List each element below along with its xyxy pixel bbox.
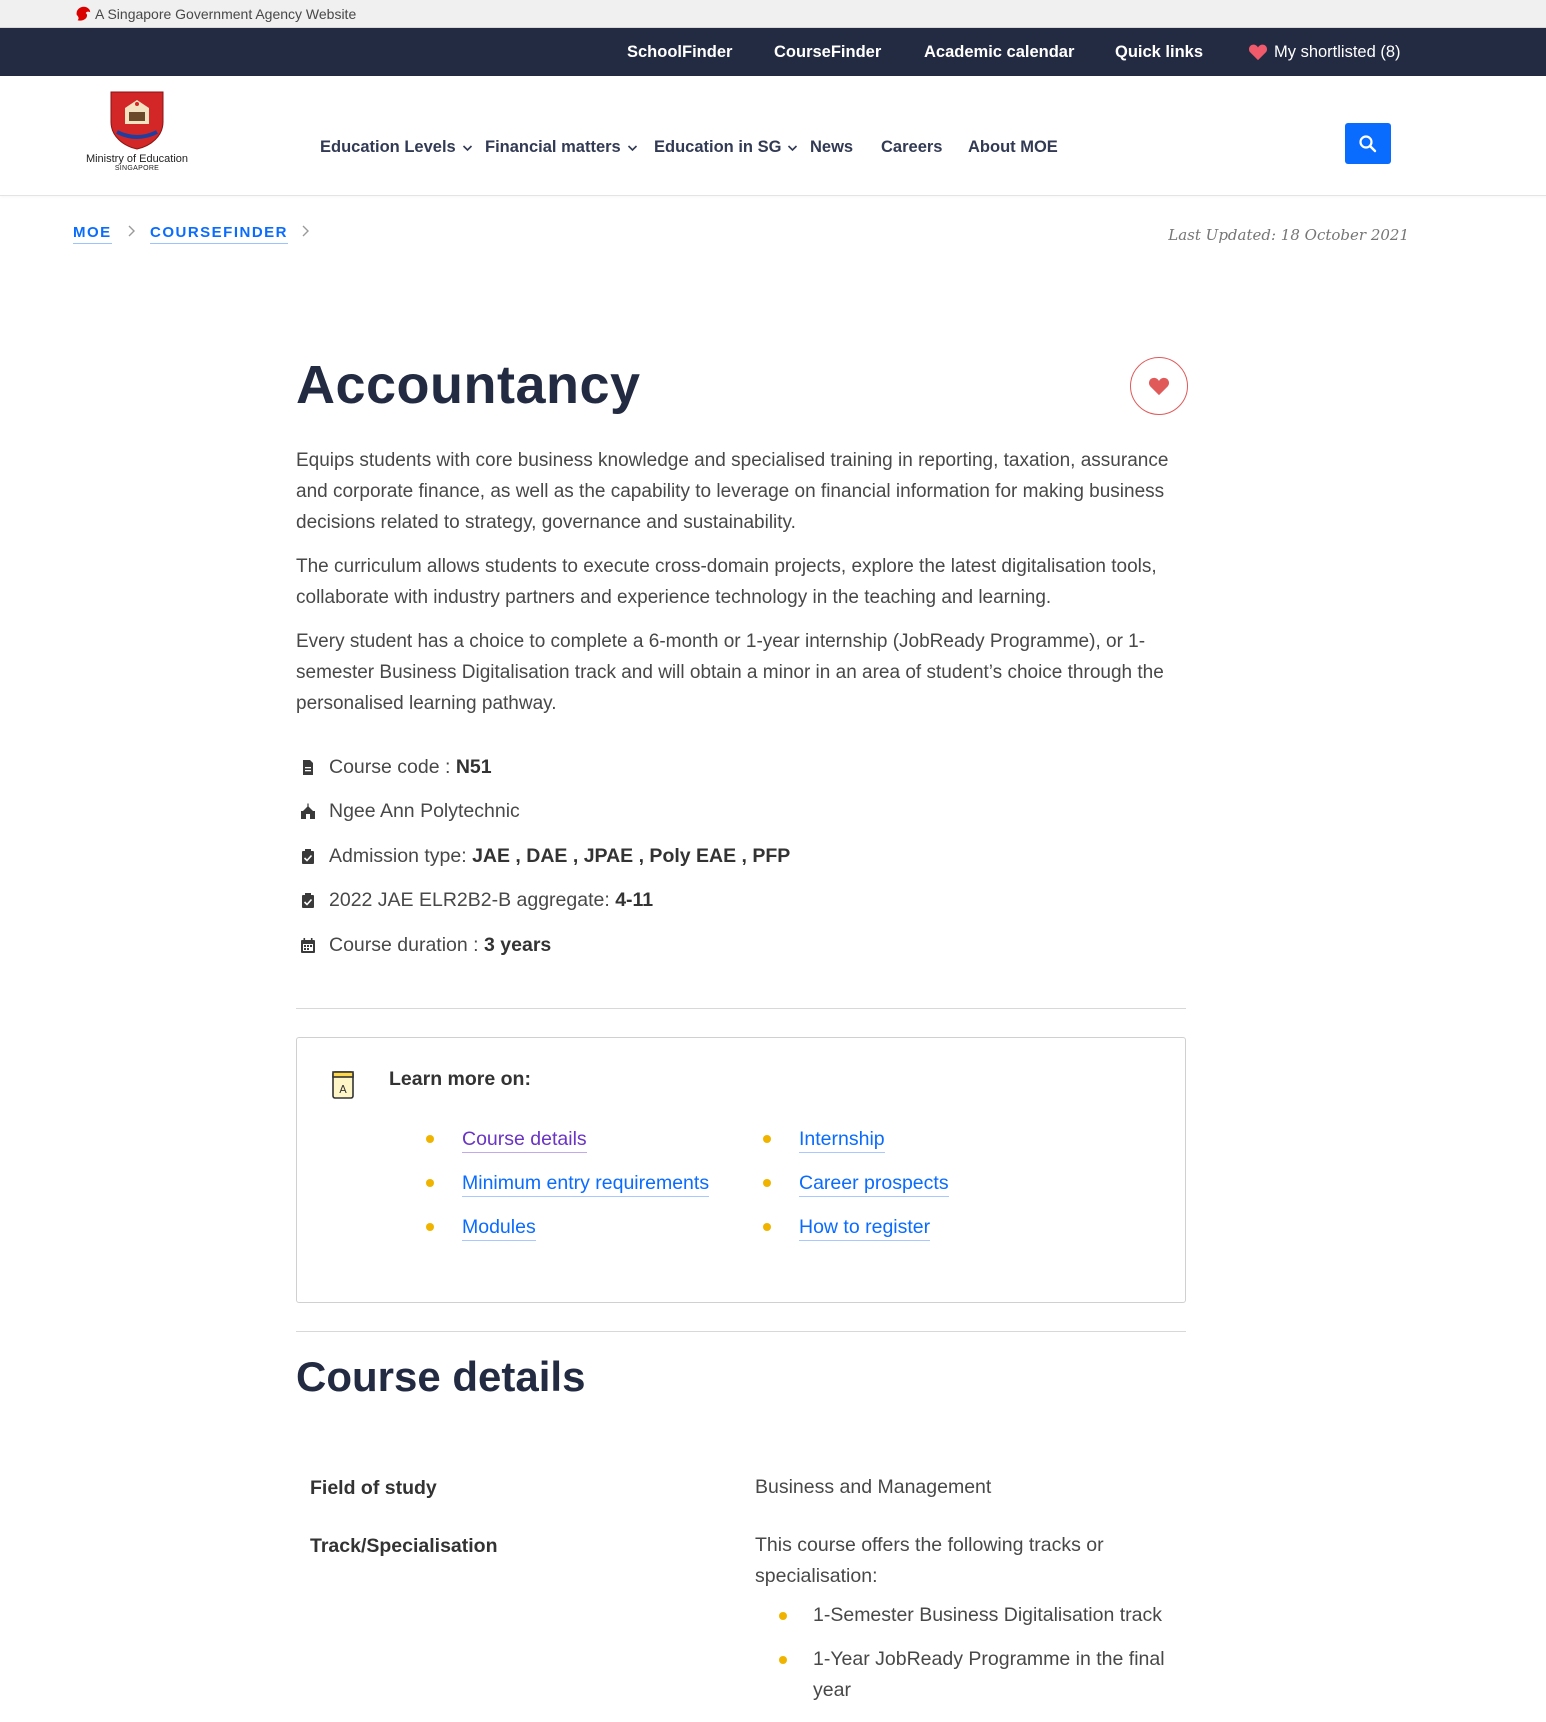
gov-masthead xyxy=(0,0,1546,28)
bullet xyxy=(426,1223,434,1231)
nav-label: Education in SG xyxy=(654,138,782,156)
course-description: The curriculum allows students to execute cross-domain projects, explore the latest digitalisation tools, collaborate with industry partners and experience technology in the teaching and learning. xyxy=(296,556,1157,608)
document-icon xyxy=(300,759,316,776)
nav-about-moe[interactable]: About MOE xyxy=(968,138,1058,156)
school-icon xyxy=(300,803,316,820)
link-text: Internship xyxy=(799,1126,885,1153)
field-of-study-label: Field of study xyxy=(310,1477,437,1499)
util-link-coursefinder[interactable]: CourseFinder xyxy=(774,43,882,61)
util-link-quick-links[interactable]: Quick links xyxy=(1115,43,1204,61)
book-icon xyxy=(331,1070,355,1100)
learn-more-box xyxy=(296,1037,1186,1303)
chevron-down-icon xyxy=(627,144,638,152)
svg-text:A: A xyxy=(339,1083,347,1096)
link-text: Course details xyxy=(462,1126,587,1153)
lion-head-icon xyxy=(74,5,92,23)
link-text: Career prospects xyxy=(799,1170,949,1197)
chevron-down-icon xyxy=(787,144,798,152)
nav-education-levels[interactable] xyxy=(320,138,473,157)
course-description: Equips students with core business knowledge and specialised training in reporting, taxation, assurance and corporate finance, as well as the capability to leverage on financial information for making business decisions related to strategy, governance and sustainability. xyxy=(296,450,1169,533)
fact-value: N51 xyxy=(455,755,492,778)
track-list xyxy=(755,1600,1175,1719)
clipboard-check-icon xyxy=(300,892,316,909)
bullet xyxy=(426,1135,434,1143)
moe-logo[interactable] xyxy=(76,88,198,188)
fact-value: JAE , DAE , JPAE , Poly EAE , PFP xyxy=(472,844,791,867)
search-icon xyxy=(1358,134,1378,154)
divider xyxy=(296,1331,1186,1332)
link-text: How to register xyxy=(799,1214,930,1241)
fact-value: 4-11 xyxy=(615,889,654,912)
nav-news[interactable]: News xyxy=(810,138,854,156)
course-facts xyxy=(296,745,1186,968)
fact-label: 2022 JAE ELR2B2-B aggregate: xyxy=(329,889,610,912)
field-of-study-value: Business and Management xyxy=(755,1476,992,1498)
heart-icon xyxy=(1248,43,1268,61)
divider xyxy=(296,1008,1186,1009)
list-item xyxy=(755,1600,1175,1631)
fact-admission-type xyxy=(296,834,1186,879)
fact-label: Admission type: xyxy=(329,844,467,867)
link-modules[interactable] xyxy=(462,1214,536,1241)
util-link-schoolfinder[interactable]: SchoolFinder xyxy=(627,43,733,61)
link-career-prospects[interactable] xyxy=(799,1170,949,1197)
masthead-text: A Singapore Government Agency Website xyxy=(95,5,357,22)
logo-line1: Ministry of Education xyxy=(85,153,189,165)
bullet xyxy=(426,1179,434,1187)
chevron-right-icon xyxy=(126,224,136,238)
utility-bar xyxy=(0,28,1546,76)
nav-education-in-sg[interactable] xyxy=(654,138,798,157)
bullet xyxy=(779,1656,787,1664)
course-description: Every student has a choice to complete a 6-month or 1-year internship (JobReady Programme), or 1-semester Business Digitalisation track and will obtain a minor in an area of student’s choice through the personalised learning pathway. xyxy=(296,631,1164,714)
fact-school xyxy=(296,790,1186,835)
breadcrumb-coursefinder[interactable]: COURSEFINDER xyxy=(150,224,288,244)
breadcrumb-moe[interactable]: MOE xyxy=(73,224,112,244)
fact-aggregate xyxy=(296,879,1186,924)
calendar-icon xyxy=(300,937,316,954)
link-text: Minimum entry requirements xyxy=(462,1170,709,1197)
link-minimum-entry-requirements[interactable] xyxy=(462,1170,709,1197)
main-header xyxy=(0,76,1546,196)
link-internship[interactable] xyxy=(799,1126,885,1153)
page-title: Accountancy xyxy=(296,355,641,415)
link-text: Modules xyxy=(462,1214,536,1241)
learn-more-title: Learn more on: xyxy=(389,1068,531,1090)
search-button[interactable] xyxy=(1345,123,1391,164)
nav-label: Education Levels xyxy=(320,138,456,156)
shortlist-label: My shortlisted (8) xyxy=(1274,43,1401,61)
fact-label: Course duration : xyxy=(329,933,479,956)
bullet xyxy=(763,1223,771,1231)
chevron-down-icon xyxy=(462,144,473,152)
fact-label: Course code : xyxy=(329,755,451,778)
track-item: 1-Year JobReady Programme in the final year xyxy=(813,1648,1165,1701)
list-item xyxy=(755,1644,1175,1706)
bullet xyxy=(763,1179,771,1187)
fact-duration xyxy=(296,923,1186,968)
shortlist-link[interactable] xyxy=(1248,28,1401,76)
fact-course-code xyxy=(296,745,1186,790)
moe-crest-icon xyxy=(107,88,167,150)
last-updated: Last Updated: 18 October 2021 xyxy=(1168,226,1409,244)
util-link-academic-calendar[interactable]: Academic calendar xyxy=(924,43,1075,61)
link-how-to-register[interactable] xyxy=(799,1214,930,1241)
link-course-details[interactable] xyxy=(462,1126,587,1153)
nav-financial-matters[interactable] xyxy=(485,138,638,157)
bullet xyxy=(779,1612,787,1620)
track-item: 1-Semester Business Digitalisation track xyxy=(813,1604,1162,1626)
chevron-right-icon xyxy=(300,224,310,238)
nav-careers[interactable]: Careers xyxy=(881,138,943,156)
favourite-button[interactable] xyxy=(1130,357,1188,415)
nav-label: Financial matters xyxy=(485,138,621,156)
track-intro: This course offers the following tracks or specialisation: xyxy=(755,1534,1104,1587)
fact-value: 3 years xyxy=(484,933,552,956)
course-content xyxy=(296,340,1186,1701)
logo-line2: SINGAPORE xyxy=(114,165,160,172)
clipboard-check-icon xyxy=(300,848,316,865)
section-title-course-details: Course details xyxy=(296,1353,586,1400)
track-label: Track/Specialisation xyxy=(310,1535,498,1557)
heart-icon xyxy=(1148,376,1170,396)
fact-value: Ngee Ann Polytechnic xyxy=(329,800,520,823)
bullet xyxy=(763,1135,771,1143)
